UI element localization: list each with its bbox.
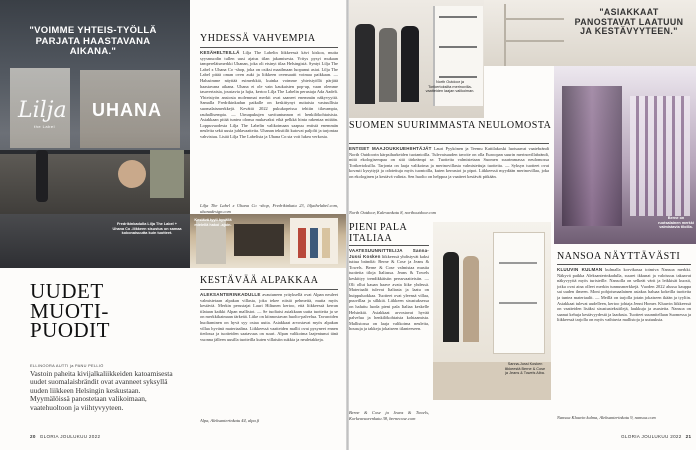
section3-rule bbox=[349, 143, 549, 144]
section2-lead: ALEKSANTERINKADULLE bbox=[200, 292, 261, 297]
right-footer bbox=[621, 434, 695, 439]
storefront-photo-lower bbox=[0, 214, 190, 268]
section-nansoa-heading: NANSOA NÄYTTÄVÄSTI bbox=[557, 251, 681, 262]
section-neulomo-body bbox=[349, 146, 549, 212]
purple-store-photo bbox=[554, 66, 696, 244]
section4-text: liikkeessä yhdistyvät kaksi tuttua brändiä: Berne & Cose ja Jeans & Towels. Berne & Cose valmistaa mustia tuotteita tiloja Italiassa. Jeans & Towels keskittyy trendikkäisiin perusvaatteisiin. — Oli ollut kauan haave avata liike yhdessä. Materiaalit tulevat Italiasta ja laatu on huippuluokkaa. Tuotteet ovat yleensä villaa, puuvillaa ja silkkiä. Liikkeen sisustuksessa on haluttu luoda pieni pala Italiaa keskelle Helsinkiä. Asiakkaat arvostavat hyvää palvelua ja henkilökohtaista kohtaamista. Mallistossa on laaja valikoima neuleita, housuja ja takkeja jokaiseen tilanteeseen. bbox=[349, 253, 429, 332]
section1-rule bbox=[200, 47, 338, 48]
racks-caption: North Outdoor ja Torikertoksilta merinovilla-vaatteiden laajan valikoiman. bbox=[425, 80, 475, 94]
main-title: UUDET MUOTI-PUODIT bbox=[30, 279, 110, 342]
storefront-caption-text: Fredrikinkadulla Lilja The Label + Uhana Co -liikkeen sisustus on samaa kokonaisuutta kuin tuotteet. bbox=[112, 222, 182, 236]
storefront-photo bbox=[0, 0, 190, 222]
section5-credit: Nansoa Kluuvin kulma, Aleksanterinkatu 9, nansoa.com bbox=[557, 415, 656, 420]
purple-store-caption: Berne on ruotsalainen merkki valmistavia tiloilla. bbox=[658, 216, 694, 230]
section-yhdessa-heading: YHDESSÄ VAHVEMPIA bbox=[200, 33, 316, 44]
lilja-logo: Lilja bbox=[18, 98, 67, 123]
section2-text: avautuneen yrityksellä ovat Alpan neuleet valmistetaan alpakan villasta, joka tekee niistä pehmeitä, mutta myös kestäviä. Merkin perustajat Lauri Hiltunen kertoo, että liikkeessä kerran tilataan kaikki Alpan mallistot. — Se tuoltaisi asiakkaan uutta tuotteita ja se on merkkikaimaan tärkeää. Liike on kiinnostavan huolto-palvelua. Tavaroiden huoltaminen on hyvä syy ostaa uutta. Asiakkaat arvostavat myös alpakan villaa hyvänä materiaalina. Liikkeessä vaatteiden mallit ovat pysyneet ennen tiedossa ja tuotteiden saatavuus on suuri. Alpan valikoima laajentunut tänä vuonna jälleen uusilla tuotteilla kuten villaisiin sukkia ja neuletakkeja. bbox=[200, 292, 338, 342]
right-page bbox=[349, 0, 696, 450]
section4-credit: Berne & Cose ja Jeans & Towels, Korkeavuorenkatu 38, bernecose.com bbox=[349, 410, 429, 421]
section3-text: Lauri Pyykönen ja Teemu Kattilakoski luotsaavat vaatebrändi North Outdoorin kärpsiharkeiden tuotantoilla. Tulevaisuuden tavoite on olla Euroopan suurin merinovillabrändi, mitä ekologisempaa on sitä tärkeämpi se. Tuotteita valmistetaan Suomen suurimmassa neulomossa Torikertoksilla. Tarjonta on laaja valikoima ja merinovillasta valmistettuja tuotteita. — Syksyn tuotteet ovat kovasti kysyttyjä ja odotettuja myös tuontoilla, kuten kerrastot ja pipot. Liikkeessä myydään merinovillaa, joka on ekologinen ja kestävä valinta. Sen huolto on helppoa ja vaatteet kestävät pitkään. bbox=[349, 146, 549, 179]
section5-lead: KLUUVIN KULMAN bbox=[557, 267, 603, 272]
left-page-number: 20 bbox=[30, 434, 36, 439]
section2-credit: Alpa, Aleksanterinkatu 44, alpa.fi bbox=[200, 418, 260, 423]
section-neulomo-heading: SUOMEN SUURIMMASTA NEULOMOSTA bbox=[349, 120, 552, 131]
uhana-logo: UHANA bbox=[92, 100, 162, 120]
right-page-number: 21 bbox=[685, 434, 692, 439]
interior-caption: Kestävä tyyli hyvällä mielellä hakoi -ajoin. bbox=[194, 218, 232, 227]
section1-lead: KESÄHELTEILLÄ bbox=[200, 50, 240, 55]
section-italia-body bbox=[349, 248, 429, 410]
italian-store-photo bbox=[433, 222, 551, 400]
section5-text: kulmalla korvikassa toimiva Nansoa merkki. Näkyvä paikka Aleksanterinkadulla, suuret ikkunat ja valoisuus takaavat näkyvyyttä myös turisteille. Nansolla on selkeät värit ja leikkisät kuosit, jotka ovat aina olleet merkin tunnusmerkkejä. Vuoden 2022 alussa kauppa sai uuden ilmeen. Moni pohjoismaalainen asiakas haluaa kokeilla tuotteita ja tuntea materiaalit. — Meillä on tarjolla jotain jokaiseen ikään ja tyyliin. Asiakkaat tulevat uudelleen, kertoo johtaja Jenni Homer. Kluuvin liikkeessä on vaatteiden lisäksi sisustustekstiilejä, laukkuja ja asusteita. Nansoa on saanut kehuja kestävyydestä ja laadusta. Tuotteet suunnitellaan Suomessa ja liikkeessä tarjolla on myös vaihtuvia mallistoja ja uutuuksia. bbox=[557, 267, 691, 323]
section-yhdessa-body bbox=[200, 50, 338, 202]
section1-text: Lilja The Labelin liikkeessä kävi kiskoa, mutta syysmuodin tullen uusi ajatus tilan jakamisesta. Yritys pysyi mukaan tampereläismerkki Uhanan, joka oli etsinyt tilaa Helsingistä. Syntyi Lilja The Label x Uhana Co -shop, joka on osiksi maailmaan luopunut asiat. Lilja The Label pitää oman oven auki ja liikkeen ovensaatti voimaa paikkaan. — Halusimme näyttää esimerkkiä, kuinka voimme yhteistyöllä pärjätä haastavana aikana. Uhana ei ole vain kaukaisten pop-up, vaan olemme tasavertaisia, joustavia ja lujia, kertoo Lilja The Labelin perustaja Ada Aadelt. Yhteistyön ansiosta molemmat merkit ovat saaneet enemmän näkyvyyttä. Samalla Fredrikinkadun paikalle on keskittynyt nuttaisia vastuullisia suomalaismerkkejä. Kevättä 2022 pukukopeissa tehtiin tilavampia, rauhallisempia. — Uimapukujen suvituntunnon ei henkilökohtaisista. Asiakkaan pitää tuntea olonsa mukavaksi eikä pelkkä hinta rakentaa mitään. Loppuvuodesta Lilja The Labelin valikoimaan saapuu entistä enemmän neuleita sekä uusia juhlavaatteita. Uhanan tekstiilit kutovat paljolti ja tarjontaa vahvistuu. Lisää Lilja The Labelista ja Uhana Co:sta voit lukea verkosta. bbox=[200, 50, 338, 139]
left-page bbox=[0, 0, 347, 450]
section4-rule bbox=[349, 245, 429, 246]
shelves-photo bbox=[484, 0, 696, 66]
interior-photo bbox=[190, 214, 346, 268]
section5-rule bbox=[557, 264, 691, 265]
section2-rule bbox=[200, 289, 338, 290]
racks-photo bbox=[349, 0, 484, 118]
italian-store-caption: Sanna-Jussi Kosken liikkeestä Berne & Cose ja Jeans & Towels Alba. bbox=[504, 362, 546, 376]
section-alpakka-heading: KESTÄVÄÄ ALPAKKAA bbox=[200, 275, 319, 286]
section3-lead: ENTISET MAAJOUKKUEHIIHTÄJÄT bbox=[349, 146, 432, 151]
section-italia-heading: PIENI PALA ITALIAA bbox=[349, 222, 407, 244]
intro-text: Vastoin paheita kivijalkaliikkeiden katoamisesta uudet suomalaisbrändit ovat avanneet syksyllä uuden liikkeen Helsingin keskustaan. Myymälöissä panostetaan valikoimaan, vaatehuoltoon ja viihtyvyyteen. bbox=[30, 369, 173, 412]
left-footer bbox=[30, 434, 100, 439]
byline: ELLINOORA AUTTI ja PANU PELLIÖ bbox=[30, 363, 104, 368]
lilja-tagline: the Label bbox=[34, 124, 55, 129]
section-alpakka-body bbox=[200, 292, 338, 418]
right-pull-quote: "ASIAKKAAT PANOSTAVAT LAATUUN JA KESTÄVYYTEEN." bbox=[574, 7, 684, 36]
right-footer-magazine: GLORIA JOULUKUU 2022 bbox=[621, 434, 682, 439]
section3-credit: North Outdoor, Kalevankatu 8, northoutdoor.com bbox=[349, 210, 436, 215]
left-footer-magazine: GLORIA JOULUKUU 2022 bbox=[39, 434, 101, 439]
left-pull-quote: "VOIMME YHTEIS-TYÖLLÄ PARJATA HAASTAVANA AIKANA." bbox=[29, 25, 157, 57]
section1-credit: Lilja The Label x Uhana Co -shop, Fredrikinkatu 23, liljathelabel.com, uhanadesign.com bbox=[200, 203, 338, 214]
section-nansoa-body bbox=[557, 267, 691, 415]
section4-lead: VAATESUUNNITTELIJA Sanna-Jussi Kosken bbox=[349, 248, 429, 259]
